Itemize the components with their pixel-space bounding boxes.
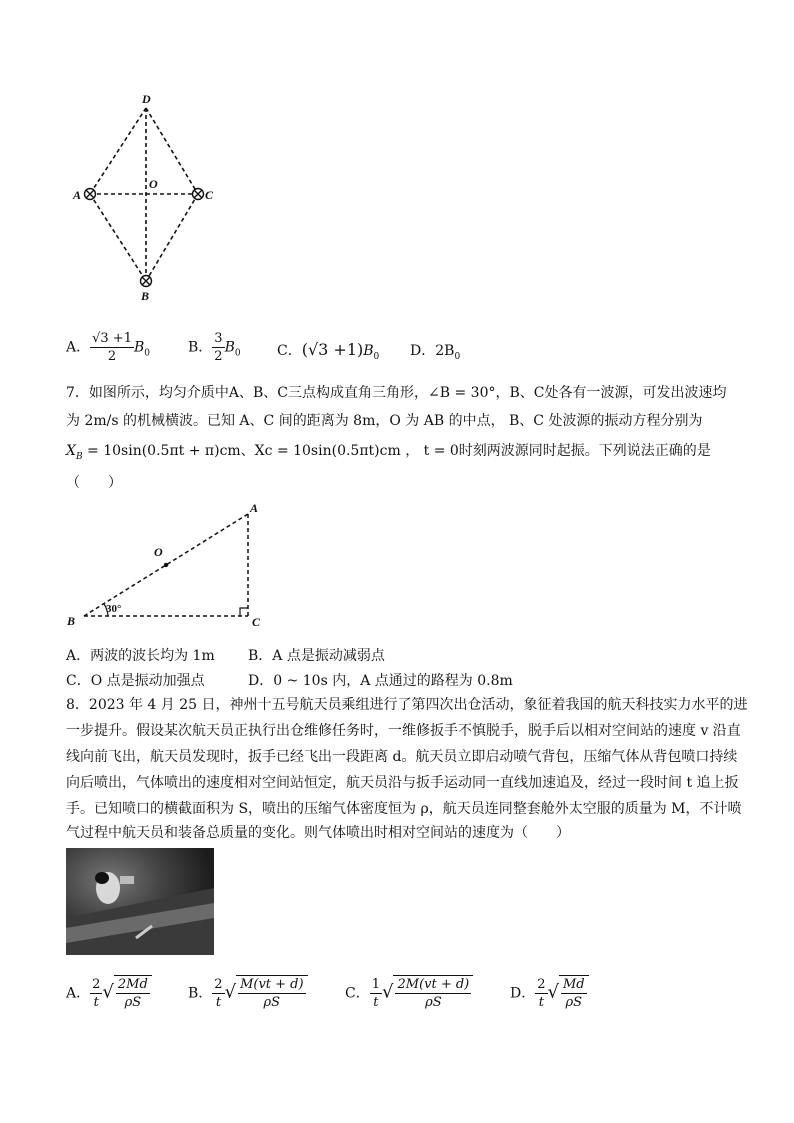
sqrt-icon: √	[382, 981, 394, 1003]
q6-option-b[interactable]: B． $\frac{3}{2}$ $B_0$	[188, 331, 241, 364]
sqrt-icon: √	[102, 981, 114, 1003]
label-a: A	[73, 188, 82, 202]
label-b: B	[141, 289, 150, 303]
q8-option-c[interactable]: C． $\frac{1}{t}$ √ $\frac{2M(vt + d)}{\rho S}$	[345, 975, 473, 1011]
label-c: C	[252, 615, 261, 629]
q8-line-4: 向后喷出，气体喷出的速度相对空间站恒定，航天员沿与扳手运动同一直线加速追及，经过一段时间 t 追上扳	[66, 775, 739, 791]
q8-line-6: 气过程中航天员和装备总质量的变化。则气体喷出时相对空间站的速度为（ ）	[66, 825, 570, 841]
q7-line-1: 7．如图所示，均匀介质中A、B、C三点构成直角三角形，∠B = 30°，B、C处各有一波源，可发出波速均	[66, 385, 727, 401]
q8-line-3: 线向前飞出，航天员发现时，扳手已经飞出一段距离 d。航天员立即启动喷气背包，压缩气体从背包喷口持续	[66, 749, 738, 765]
label-o: O	[154, 545, 163, 559]
q7-option-b[interactable]: B．A 点是振动减弱点	[248, 648, 385, 664]
triangle-figure	[62, 500, 272, 632]
q8-option-a[interactable]: A． $\frac{2}{t}$ √ $\frac{2Md}{\rho S}$	[66, 975, 152, 1011]
label-o: O	[149, 177, 158, 191]
label-b: B	[67, 614, 76, 628]
q8-line-5: 手。已知喷口的横截面积为 S，喷出的压缩气体密度恒为 ρ，航天员连同整套舱外太空服的质量为 M，不计喷	[66, 801, 742, 817]
label-d: D	[142, 92, 151, 106]
wire-c	[193, 189, 204, 200]
q6-option-d[interactable]: D．$2B_0$	[410, 343, 461, 362]
q7-option-d[interactable]: D．0 ~ 10s 内，A 点通过的路程为 0.8m	[248, 673, 513, 689]
q7-line-2: 为 2m/s 的机械横波。已知 A、C 间的距离为 8m，O 为 AB 的中点， B、C 处波源的振动方程分别为	[66, 413, 703, 429]
q7-option-a[interactable]: A．两波的波长均为 1m	[66, 648, 215, 664]
q7-option-c[interactable]: C．O 点是振动加强点	[66, 673, 205, 689]
sqrt-icon: √	[224, 981, 237, 1003]
wire-b	[141, 276, 152, 287]
q8-line-2: 一步提升。假设某次航天员正执行出仓维修任务时，一维修扳手不慎脱手，脱手后以相对空间站的速度 v 沿直	[66, 723, 741, 739]
q8-option-b[interactable]: B． $\frac{2}{t}$ √ $\frac{M(vt + d)}{\rho S}$	[188, 975, 308, 1011]
q7-line-4: （ ）	[66, 475, 122, 491]
point-o	[164, 563, 168, 567]
q6-option-c[interactable]: C．$(√3 +1)B_0$	[277, 340, 380, 362]
q8-line-1: 8．2023 年 4 月 25 日，神州十五号航天员乘组进行了第四次出仓活动，象征着我国的航天科技实力水平的进	[66, 697, 748, 713]
q8-option-d[interactable]: D． $\frac{2}{t}$ √ $\frac{Md}{\rho S}$	[510, 975, 589, 1011]
astronaut-photo	[66, 848, 214, 955]
wire-a	[85, 189, 96, 200]
angle-label: 30°	[106, 603, 122, 615]
sqrt-icon: √	[547, 981, 559, 1003]
q7-line-3: $X_B = 10\sin(0.5\pi t + \pi)cm$、Xc = 10sin(0.5πt)cm ， t = 0时刻两波源同时起振。下列说法正确的是	[66, 443, 711, 462]
label-a: A	[250, 501, 259, 515]
q6-option-a[interactable]: A． $\frac{√3 +1}{2}$ $B_0$	[66, 331, 151, 364]
label-c: C	[205, 188, 214, 202]
rhombus-figure	[66, 86, 226, 306]
